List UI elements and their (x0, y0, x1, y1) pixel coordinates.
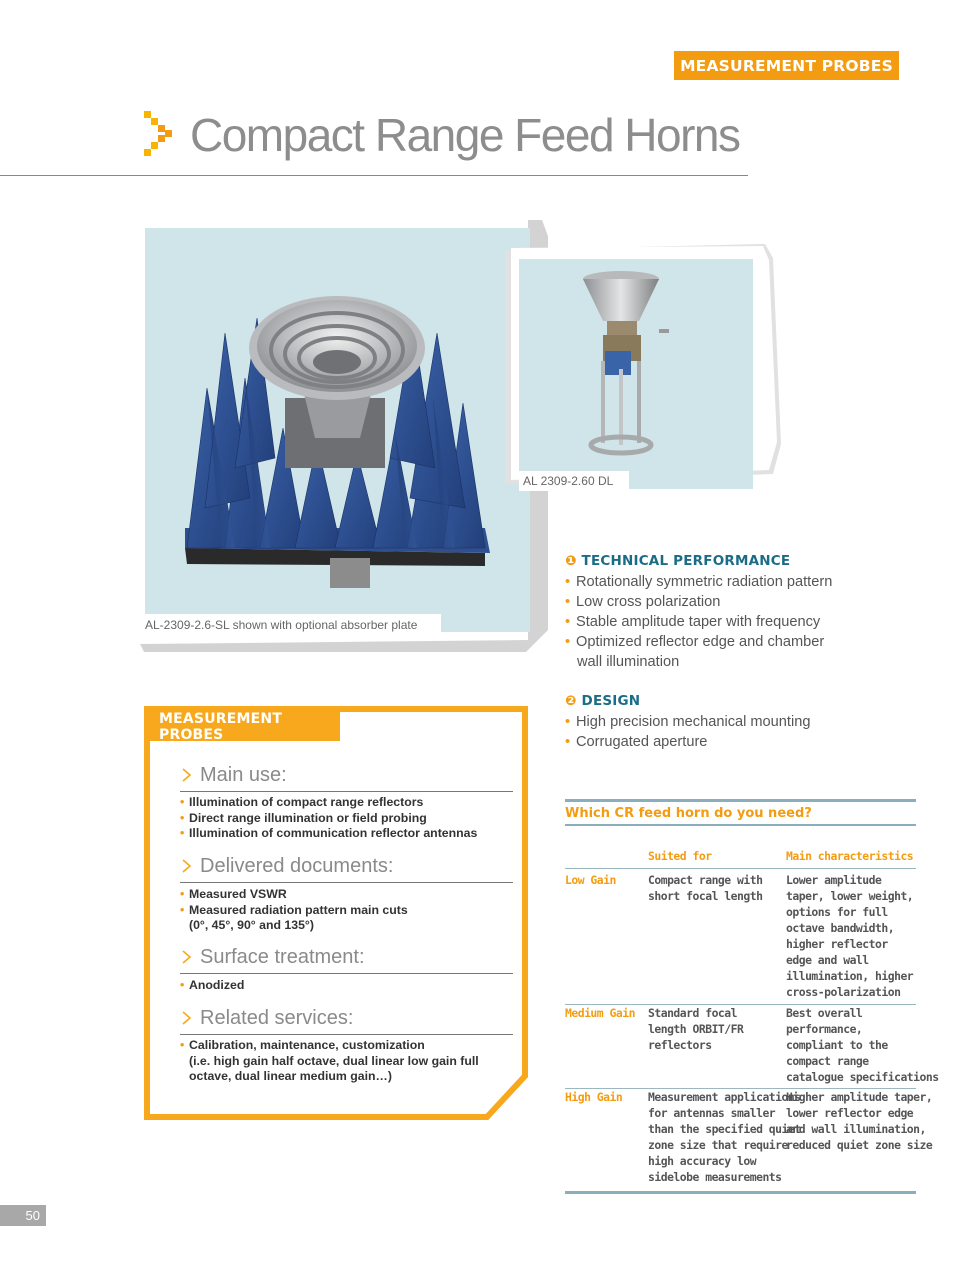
table-cell-suited: Measurement applications (648, 1090, 801, 1104)
page-number: 50 (0, 1205, 46, 1226)
related-services-list (180, 1038, 425, 1054)
table-cell-suited: sidelobe measurements (648, 1170, 782, 1184)
dual-linear-horn-illustration (519, 259, 753, 489)
surface-treatment-list (180, 978, 244, 994)
table-cell-suited: for antennas smaller (648, 1106, 776, 1120)
list-item: • High precision mechanical mounting (565, 712, 810, 732)
table-cell-suited: short focal length (648, 889, 763, 903)
table-cell-suited: zone size that require (648, 1138, 788, 1152)
chevron-right-icon (181, 859, 192, 873)
delivered-documents-heading: Delivered documents: (180, 855, 513, 883)
main-use-list (180, 795, 477, 842)
list-item: • Direct range illumination or field probing (180, 811, 477, 827)
table-row-label: Medium Gain (565, 1006, 635, 1020)
chevron-right-icon (181, 1011, 192, 1025)
table-cell-main: taper, lower weight, (786, 889, 914, 903)
table-cell-main: Higher amplitude taper, (786, 1090, 933, 1104)
column-header-characteristics: Main characteristics (786, 849, 914, 863)
table-row-label: High Gain (565, 1090, 623, 1104)
list-item: • Optimized reflector edge and chamber (565, 632, 832, 652)
table-row-label: Low Gain (565, 873, 616, 887)
table-cell-suited: high accuracy low (648, 1154, 757, 1168)
table-cell-main: compact range (786, 1054, 869, 1068)
list-item: • Measured radiation pattern main cuts (180, 903, 408, 919)
table-divider (565, 868, 916, 869)
table-cell-main: and wall illumination, (786, 1122, 926, 1136)
delivered-documents-list (180, 887, 408, 918)
list-item: • Stable amplitude taper with frequency (565, 612, 832, 632)
list-item: • Illumination of communication reflector antennas (180, 826, 477, 842)
table-title: Which CR feed horn do you need? (565, 799, 916, 826)
main-product-photo (145, 228, 530, 632)
absorber-horn-illustration (145, 228, 530, 632)
pixel-arrow-icon (144, 111, 176, 157)
small-photo-caption: AL 2309-2.60 DL (519, 471, 629, 491)
table-cell-main: higher reflector (786, 937, 888, 951)
table-row-divider (565, 1088, 916, 1089)
table-cell-main: performance, (786, 1022, 863, 1036)
list-item: • Measured VSWR (180, 887, 408, 903)
page-title: Compact Range Feed Horns (190, 109, 740, 161)
panel-tab: MEASUREMENT PROBES (150, 712, 340, 741)
table-cell-suited: reflectors (648, 1038, 712, 1052)
table-cell-main: lower reflector edge (786, 1106, 914, 1120)
chevron-right-icon (181, 768, 192, 782)
column-header-suited: Suited for (648, 849, 712, 863)
table-cell-main: Best overall (786, 1006, 863, 1020)
title-divider (0, 175, 748, 176)
table-cell-suited: Compact range with (648, 873, 763, 887)
table-cell-main: catalogue specifications (786, 1070, 939, 1084)
table-bottom-rule (565, 1191, 916, 1194)
list-item: • Low cross polarization (565, 592, 832, 612)
list-item-continuation: (i.e. high gain half octave, dual linear low gain full (189, 1054, 479, 1068)
small-product-photo (519, 259, 753, 489)
related-services-heading: Related services: (180, 1007, 513, 1035)
list-item-continuation: (0°, 45°, 90° and 135°) (189, 918, 314, 932)
table-row-divider (565, 1004, 916, 1005)
table-cell-main: cross-polarization (786, 985, 901, 999)
table-cell-suited: Standard focal (648, 1006, 738, 1020)
table-cell-main: reduced quiet zone size (786, 1138, 933, 1152)
table-cell-main: compliant to the (786, 1038, 888, 1052)
table-cell-main: illumination, higher (786, 969, 914, 983)
chevron-right-icon (181, 950, 192, 964)
table-cell-suited: length ORBIT/FR (648, 1022, 744, 1036)
table-cell-main: octave bandwidth, (786, 921, 895, 935)
list-item: • Anodized (180, 978, 244, 994)
technical-performance-heading: ❶ TECHNICAL PERFORMANCE (565, 553, 791, 569)
list-item-continuation: octave, dual linear medium gain…) (189, 1069, 392, 1083)
list-item: • Illumination of compact range reflectors (180, 795, 477, 811)
table-cell-main: options for full (786, 905, 888, 919)
table-cell-suited: than the specified quiet (648, 1122, 801, 1136)
design-heading: ❷ DESIGN (565, 693, 641, 709)
list-item-continuation: wall illumination (577, 654, 680, 670)
list-item: • Corrugated aperture (565, 732, 810, 752)
list-item: • Rotationally symmetric radiation pattern (565, 572, 832, 592)
list-item: • Calibration, maintenance, customization (180, 1038, 425, 1054)
table-cell-main: edge and wall (786, 953, 869, 967)
main-use-heading: Main use: (180, 764, 513, 792)
design-list (565, 712, 810, 752)
table-cell-main: Lower amplitude (786, 873, 882, 887)
technical-performance-list (565, 572, 832, 652)
main-photo-caption: AL-2309-2.6-SL shown with optional absorber plate (145, 614, 441, 636)
section-badge: MEASUREMENT PROBES (674, 51, 899, 80)
surface-treatment-heading: Surface treatment: (180, 946, 513, 974)
